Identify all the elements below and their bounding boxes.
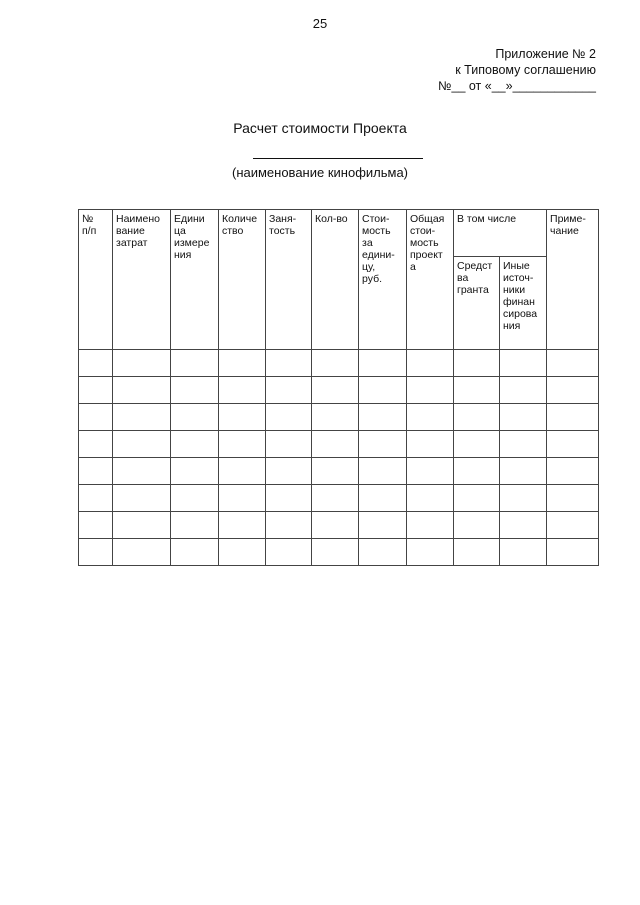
table-cell — [312, 539, 359, 566]
table-row — [79, 404, 599, 431]
column-header-note: Приме- чание — [547, 210, 599, 350]
table-cell — [171, 350, 219, 377]
table-cell — [79, 377, 113, 404]
cost-table-body — [79, 350, 599, 566]
table-cell — [454, 350, 500, 377]
column-header-cost-name: Наимено вание затрат — [113, 210, 171, 350]
table-cell — [113, 377, 171, 404]
table-cell — [219, 377, 266, 404]
film-name-blank-line — [253, 158, 423, 159]
table-cell — [407, 404, 454, 431]
table-cell — [454, 404, 500, 431]
table-cell — [454, 431, 500, 458]
table-cell — [171, 539, 219, 566]
table-cell — [407, 512, 454, 539]
table-cell — [113, 485, 171, 512]
column-header-number: № п/п — [79, 210, 113, 350]
table-cell — [359, 377, 407, 404]
table-cell — [171, 377, 219, 404]
table-cell — [500, 458, 547, 485]
column-header-count: Кол-во — [312, 210, 359, 350]
film-name-hint: (наименование кинофильма) — [231, 165, 409, 180]
table-cell — [500, 377, 547, 404]
page-number: 25 — [312, 16, 328, 31]
table-row — [79, 512, 599, 539]
table-cell — [312, 431, 359, 458]
table-cell — [500, 404, 547, 431]
table-row — [79, 350, 599, 377]
table-cell — [407, 539, 454, 566]
table-cell — [547, 404, 599, 431]
table-cell — [79, 512, 113, 539]
table-cell — [113, 458, 171, 485]
table-cell — [79, 539, 113, 566]
table-cell — [359, 350, 407, 377]
table-cell — [500, 512, 547, 539]
table-cell — [500, 431, 547, 458]
cost-table — [78, 209, 599, 566]
column-header-quantity: Количе ство — [219, 210, 266, 350]
table-cell — [219, 458, 266, 485]
table-cell — [547, 539, 599, 566]
table-cell — [312, 377, 359, 404]
table-cell — [113, 512, 171, 539]
table-cell — [500, 539, 547, 566]
table-cell — [407, 377, 454, 404]
table-cell — [407, 458, 454, 485]
table-cell — [219, 512, 266, 539]
table-cell — [454, 485, 500, 512]
table-cell — [359, 539, 407, 566]
table-row — [79, 485, 599, 512]
table-cell — [171, 431, 219, 458]
table-cell — [219, 539, 266, 566]
column-header-unit: Едини ца измере ния — [171, 210, 219, 350]
table-cell — [312, 512, 359, 539]
column-header-total-cost: Общая стои- мость проект а — [407, 210, 454, 350]
table-cell — [219, 350, 266, 377]
table-cell — [407, 431, 454, 458]
table-cell — [547, 350, 599, 377]
column-header-unit-cost: Стои- мость за едини- цу, руб. — [359, 210, 407, 350]
appendix-number-line: №__ от «__»____________ — [438, 79, 596, 93]
table-row — [79, 431, 599, 458]
table-cell — [171, 512, 219, 539]
table-cell — [547, 512, 599, 539]
table-cell — [547, 458, 599, 485]
table-cell — [266, 431, 312, 458]
table-cell — [359, 404, 407, 431]
table-cell — [359, 485, 407, 512]
table-cell — [171, 458, 219, 485]
table-cell — [454, 512, 500, 539]
column-header-including: В том числе — [454, 210, 547, 257]
table-cell — [219, 404, 266, 431]
table-cell — [113, 404, 171, 431]
table-cell — [266, 458, 312, 485]
table-cell — [312, 350, 359, 377]
table-cell — [359, 512, 407, 539]
table-cell — [266, 350, 312, 377]
table-cell — [266, 485, 312, 512]
table-cell — [79, 350, 113, 377]
table-cell — [312, 485, 359, 512]
appendix-subtitle: к Типовому соглашению — [455, 63, 596, 77]
appendix-title: Приложение № 2 — [495, 47, 596, 61]
table-cell — [359, 458, 407, 485]
table-cell — [79, 404, 113, 431]
table-cell — [407, 485, 454, 512]
column-header-other-sources: Иные источ- ники финан сирова ния — [500, 257, 547, 350]
table-cell — [312, 458, 359, 485]
table-cell — [113, 350, 171, 377]
table-cell — [547, 431, 599, 458]
table-cell — [547, 485, 599, 512]
table-cell — [312, 404, 359, 431]
table-cell — [171, 404, 219, 431]
table-cell — [500, 485, 547, 512]
column-header-occupancy: Заня- тость — [266, 210, 312, 350]
table-cell — [266, 377, 312, 404]
table-cell — [171, 485, 219, 512]
table-cell — [266, 539, 312, 566]
column-header-grant-funds: Средст ва гранта — [454, 257, 500, 350]
table-cell — [266, 404, 312, 431]
table-row — [79, 377, 599, 404]
table-cell — [454, 377, 500, 404]
table-cell — [454, 458, 500, 485]
table-cell — [79, 458, 113, 485]
table-cell — [454, 539, 500, 566]
table-cell — [79, 485, 113, 512]
table-cell — [407, 350, 454, 377]
table-cell — [219, 431, 266, 458]
table-cell — [79, 431, 113, 458]
table-cell — [113, 539, 171, 566]
table-row — [79, 539, 599, 566]
table-row — [79, 458, 599, 485]
table-cell — [500, 350, 547, 377]
table-cell — [266, 512, 312, 539]
table-cell — [547, 377, 599, 404]
table-cell — [113, 431, 171, 458]
document-title: Расчет стоимости Проекта — [233, 120, 407, 136]
table-cell — [359, 431, 407, 458]
table-cell — [219, 485, 266, 512]
